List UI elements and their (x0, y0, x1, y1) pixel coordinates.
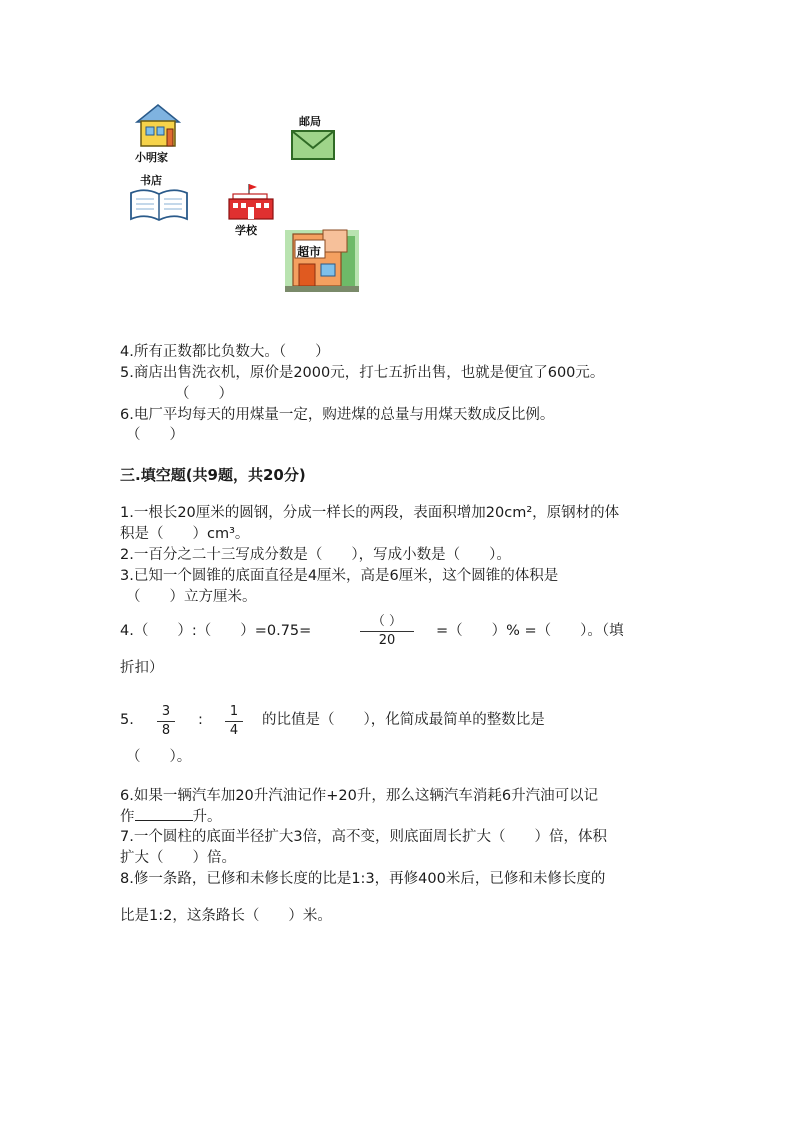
fill-q6-prefix: 作 (120, 809, 135, 825)
fill-q7-line2: 扩大（ ）倍。 (120, 850, 236, 866)
fraction-bar (360, 631, 414, 632)
fill-q3-line2: （ ）立方厘米。 (126, 589, 257, 605)
fill-q7-line1: 7.一个圆柱的底面半径扩大3倍，高不变，则底面周长扩大（ ）倍，体积 (120, 829, 608, 845)
fill-q5-fraction-2 (225, 704, 243, 739)
school-icon (227, 182, 275, 222)
fill-q2: 2.一百分之二十三写成分数是（ ），写成小数是（ ）。 (120, 547, 511, 563)
home-label: 小明家 (135, 151, 168, 164)
fill-q6-line2 (120, 806, 222, 827)
fill-q5-text: 的比值是（ ），化简成最简单的整数比是 (262, 712, 545, 728)
judge-item-5-answer: （ ） (175, 386, 233, 402)
fill-q1-line2: 积是（ ）cm³。 (120, 526, 250, 542)
fraction-bar (157, 721, 175, 722)
fraction-denominator: 8 (161, 723, 171, 738)
supermarket-label: 超市 (297, 245, 322, 259)
section-title: 三.填空题(共9题，共20分) (120, 466, 306, 484)
judge-item-6: 6.电厂平均每天的用煤量一定，购进煤的总量与用煤天数成反比例。 (120, 407, 555, 423)
fill-q4-suffix: =（ ）% =（ ）。（填 (436, 623, 624, 639)
fraction-numerator: （ ） (371, 614, 403, 629)
fill-q5-fraction-1 (157, 704, 175, 739)
map-illustration (125, 100, 365, 295)
fill-q6-line1: 6.如果一辆汽车加20升汽油记作+20升，那么这辆汽车消耗6升汽油可以记 (120, 788, 599, 804)
fill-q4-line2: 折扣） (120, 660, 164, 676)
fill-q5-colon: : (198, 712, 203, 728)
fill-q1-line1: 1.一根长20厘米的圆钢，分成一样长的两段，表面积增加20cm²，原钢材的体 (120, 505, 620, 521)
bookstore-label: 书店 (140, 174, 162, 187)
fraction-bar (225, 721, 243, 722)
answer-blank (135, 806, 193, 821)
fraction-numerator: 3 (161, 704, 171, 719)
post-office-label: 邮局 (299, 115, 321, 128)
book-icon (129, 187, 189, 223)
envelope-icon (291, 130, 335, 160)
judge-item-6-answer: （ ） (126, 427, 184, 443)
fraction-denominator: 20 (378, 633, 396, 648)
fill-q6-suffix: 升。 (192, 809, 222, 825)
fill-q3-line1: 3.已知一个圆锥的底面直径是4厘米，高是6厘米，这个圆锥的体积是 (120, 568, 559, 584)
judge-item-4: 4.所有正数都比负数大。（ ） (120, 344, 330, 360)
fill-q8-line1: 8.修一条路，已修和未修长度的比是1:3，再修400米后，已修和未修长度的 (120, 871, 606, 887)
fraction-denominator: 4 (229, 723, 239, 738)
judge-item-5: 5.商店出售洗衣机，原价是2000元，打七五折出售，也就是便宜了600元。 (120, 365, 605, 381)
fill-q4-fraction (360, 614, 414, 649)
fraction-numerator: 1 (229, 704, 239, 719)
fill-q4-prefix: 4.（ ）:（ ）=0.75= (120, 623, 312, 639)
fill-q5-line2: （ ）。 (126, 749, 192, 765)
fill-q5-number: 5. (120, 712, 134, 728)
school-label: 学校 (235, 224, 257, 237)
fill-q8-line2: 比是1:2，这条路长（ ）米。 (120, 908, 332, 924)
house-icon (135, 102, 181, 148)
